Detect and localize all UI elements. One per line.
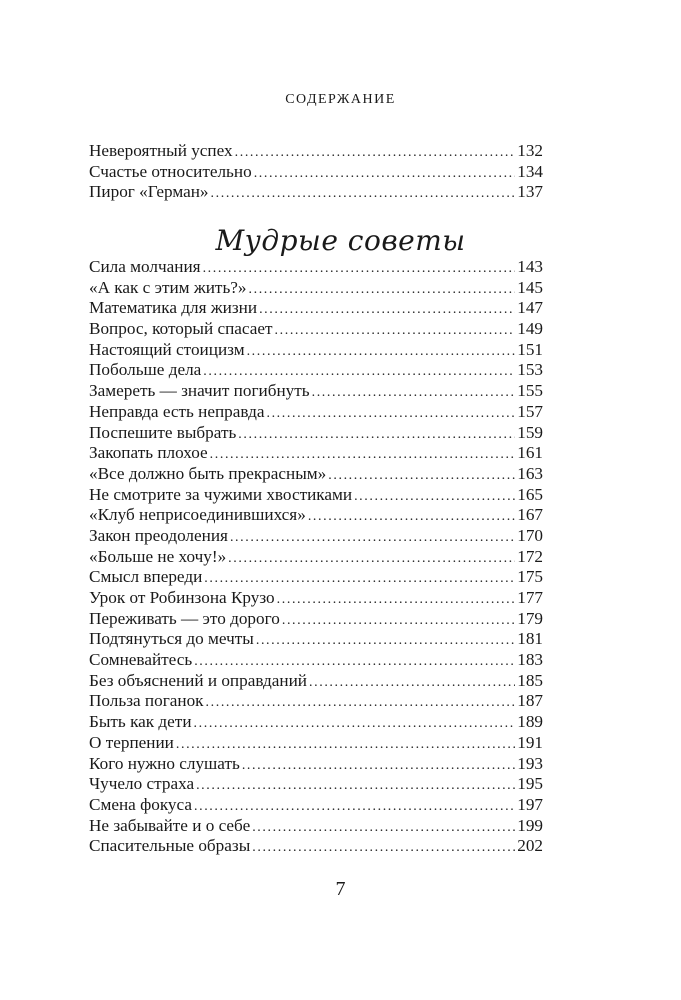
toc-entry-page: 134 <box>517 161 543 181</box>
toc-dot-leader <box>252 838 515 859</box>
toc-entry-title: «А как с этим жить?» <box>89 277 247 297</box>
toc-entry-title: «Клуб неприсоединившихся» <box>89 505 306 525</box>
toc-entry-page: 167 <box>517 505 543 525</box>
toc-entry <box>89 278 543 299</box>
toc-entry-title: Вопрос, который спасает <box>89 319 273 339</box>
toc-entry <box>89 464 543 485</box>
toc-entry <box>89 182 543 203</box>
toc-entry-title: Счастье относительно <box>89 161 252 181</box>
toc-dot-leader <box>242 756 515 777</box>
toc-entry-title: «Больше не хочу!» <box>89 546 227 566</box>
page-header: СОДЕРЖАНИЕ <box>285 92 396 107</box>
toc-entry-page: 189 <box>517 712 543 732</box>
toc-entry <box>89 754 543 775</box>
toc-entry <box>89 588 543 609</box>
toc-entry <box>89 629 543 650</box>
toc-entry <box>89 360 543 381</box>
toc-entry-title: Настоящий стоицизм <box>89 339 245 359</box>
toc-entry-page: 191 <box>517 732 543 752</box>
toc-entry-title: Урок от Робинзона Крузо <box>89 588 275 607</box>
toc-entry-page: 143 <box>517 257 543 276</box>
toc-entry <box>89 650 543 671</box>
toc-entry-title: Закопать плохое <box>89 443 208 463</box>
toc-entry <box>89 402 543 423</box>
toc-dot-leader <box>275 321 516 342</box>
toc-entry <box>89 712 543 733</box>
toc-entry <box>89 485 543 506</box>
toc-entry <box>89 567 543 588</box>
toc-entry-title: Замереть — значит погибнуть <box>89 381 310 401</box>
toc-entry-page: 197 <box>517 794 543 814</box>
toc-entry <box>89 836 543 857</box>
toc-entry-page: 147 <box>517 298 543 318</box>
page-number: 7 <box>335 878 346 900</box>
toc-dot-leader <box>206 693 516 714</box>
toc-dot-leader <box>194 714 516 735</box>
toc-entry <box>89 505 543 526</box>
toc-dot-leader <box>252 818 515 839</box>
toc-entry-page: 157 <box>517 401 543 421</box>
toc-entry-page: 161 <box>517 443 543 463</box>
toc-entry-title: Побольше дела <box>89 360 202 380</box>
toc-entry <box>89 816 543 837</box>
toc-entry-page: 155 <box>517 381 543 401</box>
toc-entry-page: 179 <box>517 608 543 628</box>
toc-dot-leader <box>211 184 516 205</box>
toc-entry <box>89 526 543 547</box>
toc-dot-leader <box>247 342 516 363</box>
toc-dot-leader <box>328 466 515 487</box>
toc-dot-leader <box>282 611 515 632</box>
toc-dot-leader <box>230 528 515 549</box>
toc-dot-leader <box>194 797 515 818</box>
toc-entry-page: 199 <box>517 815 543 835</box>
toc-entry-page: 159 <box>517 422 543 442</box>
toc-entry <box>89 547 543 568</box>
toc-entry-page: 145 <box>517 277 543 297</box>
toc-dot-leader <box>308 507 515 528</box>
toc-entry-title: Сомневайтесь <box>89 650 193 670</box>
toc-entry-title: Поспешите выбрать <box>89 422 237 442</box>
toc-entry-title: Смена фокуса <box>89 794 192 814</box>
toc-list-section <box>89 257 543 857</box>
toc-dot-leader <box>210 445 516 466</box>
toc-entry-title: Неправда есть неправда <box>89 401 265 421</box>
toc-entry-title: Не забывайте и о себе <box>89 815 251 835</box>
toc-dot-leader <box>259 300 515 321</box>
toc-dot-leader <box>256 631 515 652</box>
toc-entry <box>89 141 543 162</box>
toc-entry <box>89 671 543 692</box>
toc-entry-page: 195 <box>517 774 543 794</box>
toc-list-top <box>89 141 543 203</box>
toc-entry <box>89 340 543 361</box>
toc-dot-leader <box>196 776 515 797</box>
toc-entry <box>89 774 543 795</box>
toc-entry-title: Польза поганок <box>89 691 204 711</box>
toc-dot-leader <box>176 735 515 756</box>
toc-entry <box>89 162 543 183</box>
toc-dot-leader <box>238 425 515 446</box>
toc-entry-page: 172 <box>517 546 543 566</box>
toc-dot-leader <box>203 362 515 383</box>
section-heading: Мудрые советы <box>215 224 466 257</box>
toc-entry-page: 149 <box>517 319 543 339</box>
toc-entry-page: 165 <box>517 484 543 504</box>
toc-entry-page: 187 <box>517 691 543 711</box>
toc-entry-title: Пирог «Герман» <box>89 182 209 202</box>
toc-entry-page: 177 <box>517 588 543 607</box>
toc-entry-title: Невероятный успех <box>89 141 233 160</box>
toc-dot-leader <box>277 590 516 611</box>
toc-dot-leader <box>194 652 515 673</box>
toc-entry-title: Математика для жизни <box>89 298 258 318</box>
toc-entry <box>89 609 543 630</box>
toc-entry <box>89 381 543 402</box>
toc-dot-leader <box>309 673 515 694</box>
toc-entry <box>89 443 543 464</box>
toc-entry <box>89 257 543 278</box>
toc-dot-leader <box>249 280 516 301</box>
toc-entry <box>89 319 543 340</box>
toc-entry-page: 137 <box>517 182 543 202</box>
toc-entry-page: 132 <box>517 141 543 160</box>
toc-entry-title: Закон преодоления <box>89 525 228 545</box>
toc-entry-page: 175 <box>517 567 543 587</box>
toc-entry-page: 181 <box>517 629 543 649</box>
toc-entry-title: Сила молчания <box>89 257 201 276</box>
toc-entry-page: 183 <box>517 650 543 670</box>
toc-entry-title: Подтянуться до мечты <box>89 629 254 649</box>
toc-entry-page: 163 <box>517 463 543 483</box>
toc-dot-leader <box>266 404 515 425</box>
toc-entry-title: Смысл впереди <box>89 567 203 587</box>
toc-entry-title: Спасительные образы <box>89 836 251 856</box>
toc-entry-title: Без объяснений и оправданий <box>89 670 308 690</box>
toc-entry-page: 170 <box>517 525 543 545</box>
toc-dot-leader <box>312 383 516 404</box>
toc-dot-leader <box>254 164 516 185</box>
toc-entry-title: Не смотрите за чужими хвостиками <box>89 484 353 504</box>
toc-entry-page: 151 <box>517 339 543 359</box>
toc-entry <box>89 423 543 444</box>
toc-entry-title: О терпении <box>89 732 174 752</box>
toc-dot-leader <box>203 259 516 280</box>
toc-dot-leader <box>228 549 515 570</box>
toc-entry-title: Кого нужно слушать <box>89 753 240 773</box>
toc-entry-page: 202 <box>517 836 543 856</box>
toc-entry <box>89 298 543 319</box>
toc-entry <box>89 733 543 754</box>
toc-dot-leader <box>204 569 515 590</box>
toc-entry-page: 193 <box>517 753 543 773</box>
toc-entry-page: 153 <box>517 360 543 380</box>
toc-entry-title: Переживать — это дорого <box>89 608 280 628</box>
toc-entry <box>89 691 543 712</box>
toc-entry-page: 185 <box>517 670 543 690</box>
toc-entry-title: Быть как дети <box>89 712 192 732</box>
toc-entry <box>89 795 543 816</box>
toc-dot-leader <box>235 143 516 164</box>
toc-entry-title: Чучело страха <box>89 774 195 794</box>
toc-dot-leader <box>354 487 515 508</box>
toc-entry-title: «Все должно быть прекрасным» <box>89 463 327 483</box>
